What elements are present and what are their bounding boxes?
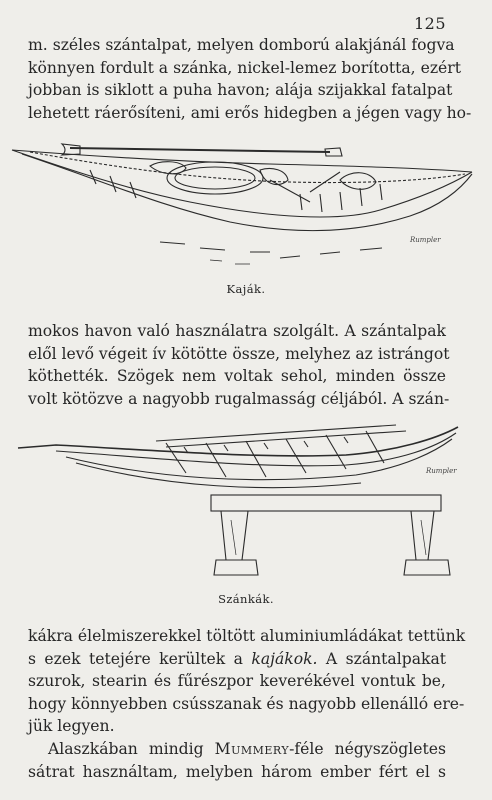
text-line: könnyen fordult a szánka, nickel-lemez borította, ezért (28, 58, 461, 77)
text-line: szurok, stearin és fűrészpor keverékével vontuk be, (28, 672, 446, 690)
artist-mark: Rumpler (410, 236, 441, 244)
kayak-drawing (10, 140, 480, 280)
small-caps-name: Mummery (214, 740, 290, 758)
italic-word: kajákok. (251, 649, 318, 668)
text-line: köthették. Szögek nem voltak sehol, minden össze (28, 367, 446, 385)
paragraph-2 (28, 320, 450, 410)
page-number: 125 (413, 14, 446, 33)
text-line: m. széles szántalpat, melyen domború alakjánál fogva (28, 36, 455, 54)
text-line: elől levő végeit ív kötötte össze, melyhez az istrángot (28, 344, 450, 363)
text-line: volt kötözve a nagyobb rugalmasság céljából. A szán- (28, 389, 450, 408)
sled-illustration (16, 415, 466, 590)
artist-mark: Rumpler (426, 467, 457, 475)
text-run: -féle négyszögletes (289, 740, 447, 758)
text-run: Alaszkában mindig (48, 740, 215, 758)
text-line (28, 738, 446, 761)
text-line: sátrat használtam, melyben három ember fért el s (28, 762, 446, 781)
text-line: lehetett ráerősíteni, ami erős hidegben a jégen vagy ho- (28, 103, 472, 122)
paragraph-4 (28, 738, 446, 783)
text-line: mokos havon való használatra szolgált. A szántalpak (28, 322, 446, 340)
paragraph-1 (28, 34, 472, 124)
figure-caption-kayak: Kaják. (226, 282, 266, 296)
text-line: jobban is siklott a puha havon; alája szijakkal fatalpat (28, 81, 453, 99)
kayak-illustration (10, 140, 480, 280)
text-line: jük legyen. (28, 717, 115, 735)
text-run: s ezek tetejére kerültek a (28, 649, 252, 668)
figure-caption-sled: Szánkák. (218, 592, 274, 606)
text-line: hogy könnyebben csússzanak és nagyobb ellenálló ere- (28, 694, 465, 713)
text-line: kákra élelmiszerekkel töltött aluminiumládákat tettünk (28, 627, 466, 645)
text-line (28, 648, 446, 671)
text-run: A szántalpakat (317, 649, 447, 668)
sled-drawing (16, 415, 466, 590)
paragraph-3 (28, 625, 466, 738)
